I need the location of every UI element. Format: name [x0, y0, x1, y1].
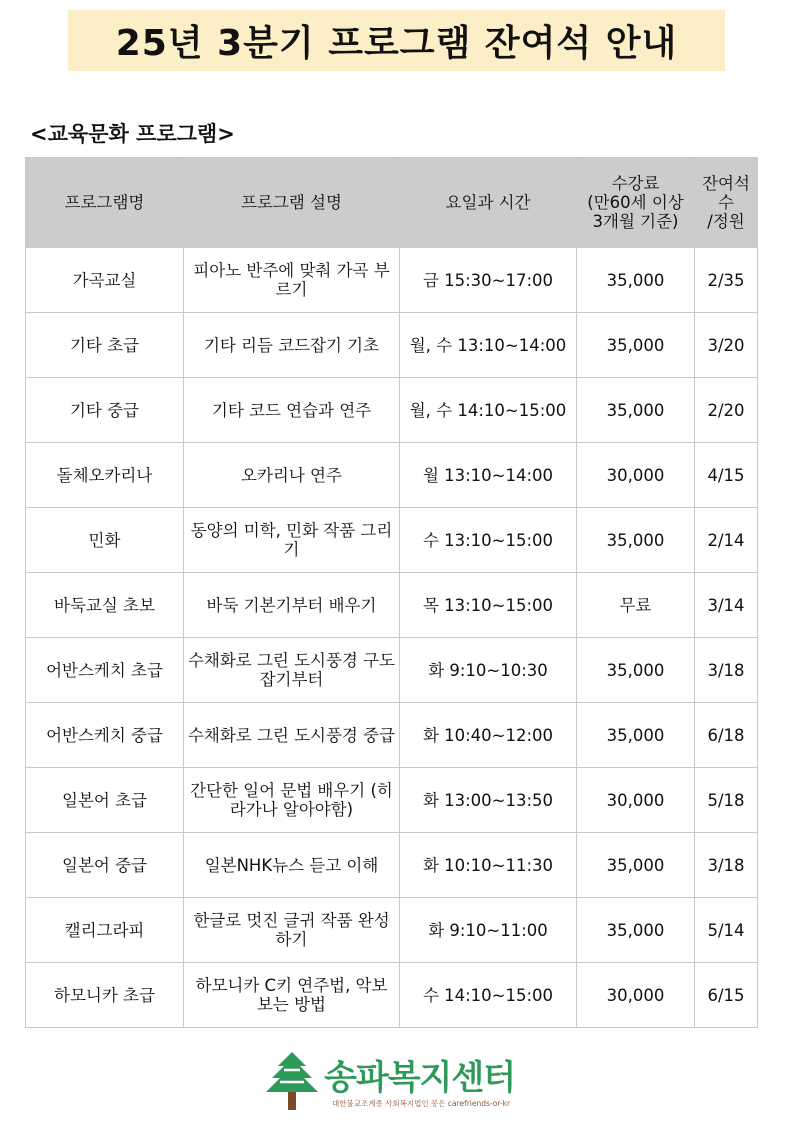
cell-program-name: 어반스케치 중급 [26, 703, 184, 768]
cell-program-name: 일본어 중급 [26, 833, 184, 898]
cell-day-time: 화 9:10~10:30 [400, 638, 577, 703]
header-day-time: 요일과 시간 [400, 158, 577, 248]
cell-fee: 35,000 [577, 833, 695, 898]
program-table [25, 157, 758, 1028]
header-seats: 잔여석 수 /정원 [695, 158, 758, 248]
cell-fee: 무료 [577, 573, 695, 638]
table-row [26, 248, 758, 313]
cell-program-desc: 피아노 반주에 맞춰 가곡 부르기 [184, 248, 400, 313]
table-row [26, 963, 758, 1028]
table-row [26, 313, 758, 378]
cell-program-name: 어반스케치 초급 [26, 638, 184, 703]
cell-program-desc: 동양의 미학, 민화 작품 그리기 [184, 508, 400, 573]
cell-day-time: 월, 수 14:10~15:00 [400, 378, 577, 443]
cell-seats: 3/14 [695, 573, 758, 638]
section-title: <교육문화 프로그램> [30, 122, 235, 146]
cell-fee: 35,000 [577, 898, 695, 963]
cell-fee: 35,000 [577, 248, 695, 313]
cell-day-time: 목 13:10~15:00 [400, 573, 577, 638]
cell-program-desc: 간단한 일어 문법 배우기 (히라가나 알아야함) [184, 768, 400, 833]
cell-seats: 2/20 [695, 378, 758, 443]
table-row [26, 898, 758, 963]
table-row [26, 508, 758, 573]
cell-program-name: 일본어 초급 [26, 768, 184, 833]
header-program-name: 프로그램명 [26, 158, 184, 248]
cell-fee: 35,000 [577, 508, 695, 573]
cell-seats: 4/15 [695, 443, 758, 508]
cell-day-time: 금 15:30~17:00 [400, 248, 577, 313]
cell-program-desc: 한글로 멋진 글귀 작품 완성하기 [184, 898, 400, 963]
cell-seats: 6/15 [695, 963, 758, 1028]
cell-seats: 2/14 [695, 508, 758, 573]
cell-seats: 3/20 [695, 313, 758, 378]
table-row [26, 443, 758, 508]
cell-seats: 5/18 [695, 768, 758, 833]
cell-day-time: 월 13:10~14:00 [400, 443, 577, 508]
cell-seats: 6/18 [695, 703, 758, 768]
logo-subtitle: 대한불교조계종 사회복지법인 봉은 carefriends-or-kr [332, 1099, 511, 1108]
cell-program-name: 하모니카 초급 [26, 963, 184, 1028]
cell-program-desc: 기타 리듬 코드잡기 기초 [184, 313, 400, 378]
header-fee: 수강료 (만60세 이상 3개월 기준) [577, 158, 695, 248]
cell-program-desc: 일본NHK뉴스 듣고 이해 [184, 833, 400, 898]
cell-program-name: 가곡교실 [26, 248, 184, 313]
page-title: 25년 3분기 프로그램 잔여석 안내 [115, 23, 678, 64]
cell-program-desc: 수채화로 그린 도시풍경 구도잡기부터 [184, 638, 400, 703]
cell-day-time: 화 9:10~11:00 [400, 898, 577, 963]
cell-program-desc: 오카리나 연주 [184, 443, 400, 508]
table-header-row [26, 158, 758, 248]
cell-day-time: 수 13:10~15:00 [400, 508, 577, 573]
table-row [26, 833, 758, 898]
cell-program-desc: 수채화로 그린 도시풍경 중급 [184, 703, 400, 768]
cell-program-name: 캘리그라피 [26, 898, 184, 963]
cell-day-time: 화 13:00~13:50 [400, 768, 577, 833]
center-logo [262, 1048, 532, 1116]
cell-fee: 35,000 [577, 378, 695, 443]
header-program-desc: 프로그램 설명 [184, 158, 400, 248]
cell-program-name: 기타 초급 [26, 313, 184, 378]
cell-seats: 3/18 [695, 833, 758, 898]
logo-name: 송파복지센터 [324, 1058, 516, 1098]
cell-fee: 30,000 [577, 963, 695, 1028]
cell-program-name: 기타 중급 [26, 378, 184, 443]
cell-fee: 30,000 [577, 443, 695, 508]
cell-program-desc: 하모니카 C키 연주법, 악보 보는 방법 [184, 963, 400, 1028]
cell-fee: 35,000 [577, 638, 695, 703]
table-row [26, 703, 758, 768]
table-row [26, 768, 758, 833]
cell-program-name: 바둑교실 초보 [26, 573, 184, 638]
cell-seats: 2/35 [695, 248, 758, 313]
cell-program-desc: 바둑 기본기부터 배우기 [184, 573, 400, 638]
cell-program-name: 돌체오카리나 [26, 443, 184, 508]
cell-fee: 30,000 [577, 768, 695, 833]
cell-seats: 3/18 [695, 638, 758, 703]
cell-program-name: 민화 [26, 508, 184, 573]
tree-icon [262, 1048, 322, 1116]
cell-day-time: 월, 수 13:10~14:00 [400, 313, 577, 378]
cell-day-time: 수 14:10~15:00 [400, 963, 577, 1028]
cell-program-desc: 기타 코드 연습과 연주 [184, 378, 400, 443]
table-row [26, 378, 758, 443]
cell-fee: 35,000 [577, 313, 695, 378]
cell-seats: 5/14 [695, 898, 758, 963]
cell-day-time: 화 10:10~11:30 [400, 833, 577, 898]
cell-fee: 35,000 [577, 703, 695, 768]
table-row [26, 638, 758, 703]
title-banner [68, 10, 725, 71]
table-row [26, 573, 758, 638]
cell-day-time: 화 10:40~12:00 [400, 703, 577, 768]
